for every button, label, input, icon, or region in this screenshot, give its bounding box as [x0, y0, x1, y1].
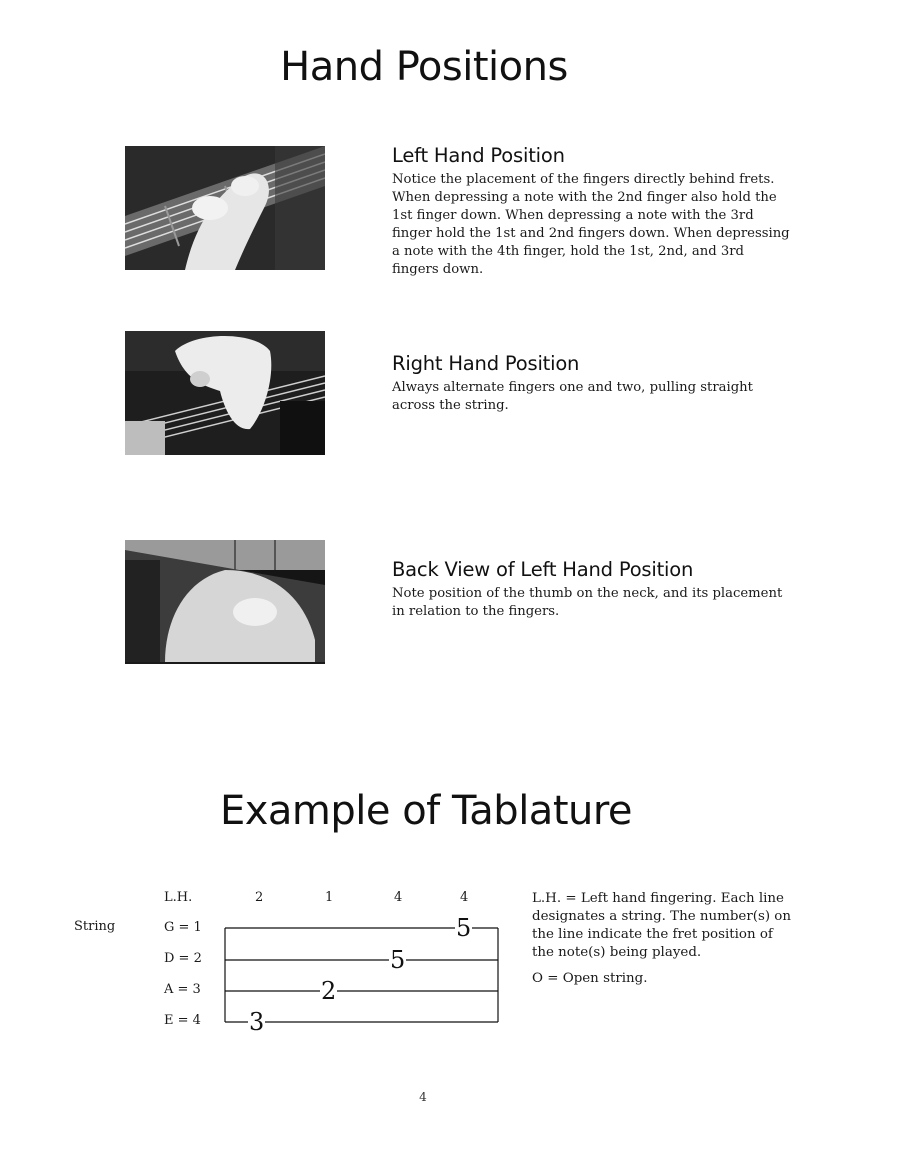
string-label: String [74, 919, 116, 934]
tab-note-g: 5 [456, 914, 472, 942]
fingering-2: 1 [325, 890, 334, 905]
fingering-4: 4 [460, 890, 469, 905]
string-g: G = 1 [164, 920, 202, 935]
back-view-text: Note position of the thumb on the neck, and its placement in relation to the fingers. [392, 586, 783, 619]
page-number: 4 [419, 1090, 427, 1104]
string-e: E = 4 [164, 1013, 201, 1028]
string-d: D = 2 [164, 951, 202, 966]
page-title: Hand Positions [280, 44, 568, 90]
right-hand-text: Always alternate fingers one and two, pulling straight across the string. [392, 380, 753, 413]
tab-note-e: 3 [249, 1008, 265, 1036]
tablature-legend [532, 890, 792, 996]
tab-note-d: 5 [390, 946, 406, 974]
left-hand-heading: Left Hand Position [392, 144, 565, 167]
fingering-3: 4 [394, 890, 403, 905]
string-a: A = 3 [164, 982, 201, 997]
right-hand-heading: Right Hand Position [392, 352, 580, 375]
back-view-heading: Back View of Left Hand Position [392, 558, 694, 581]
lh-label: L.H. [164, 890, 193, 905]
fingering-1: 2 [255, 890, 264, 905]
legend-open-string: O = Open string. [532, 971, 648, 986]
legend-fingering: L.H. = Left hand fingering. Each line designates a string. The number(s) on the line indicate the fret position of the note(s) being played. [532, 891, 791, 960]
left-hand-text: Notice the placement of the fingers directly behind frets. When depressing a note with the 2nd finger also hold the 1st finger down. When depressing a note with the 3rd finger hold the 1st and 2nd fingers down. When depressing a note with the 4th finger, hold the 1st, 2nd, and 3rd fingers down. [392, 172, 790, 277]
tablature-title: Example of Tablature [219, 788, 633, 834]
tab-note-a: 2 [321, 977, 337, 1005]
